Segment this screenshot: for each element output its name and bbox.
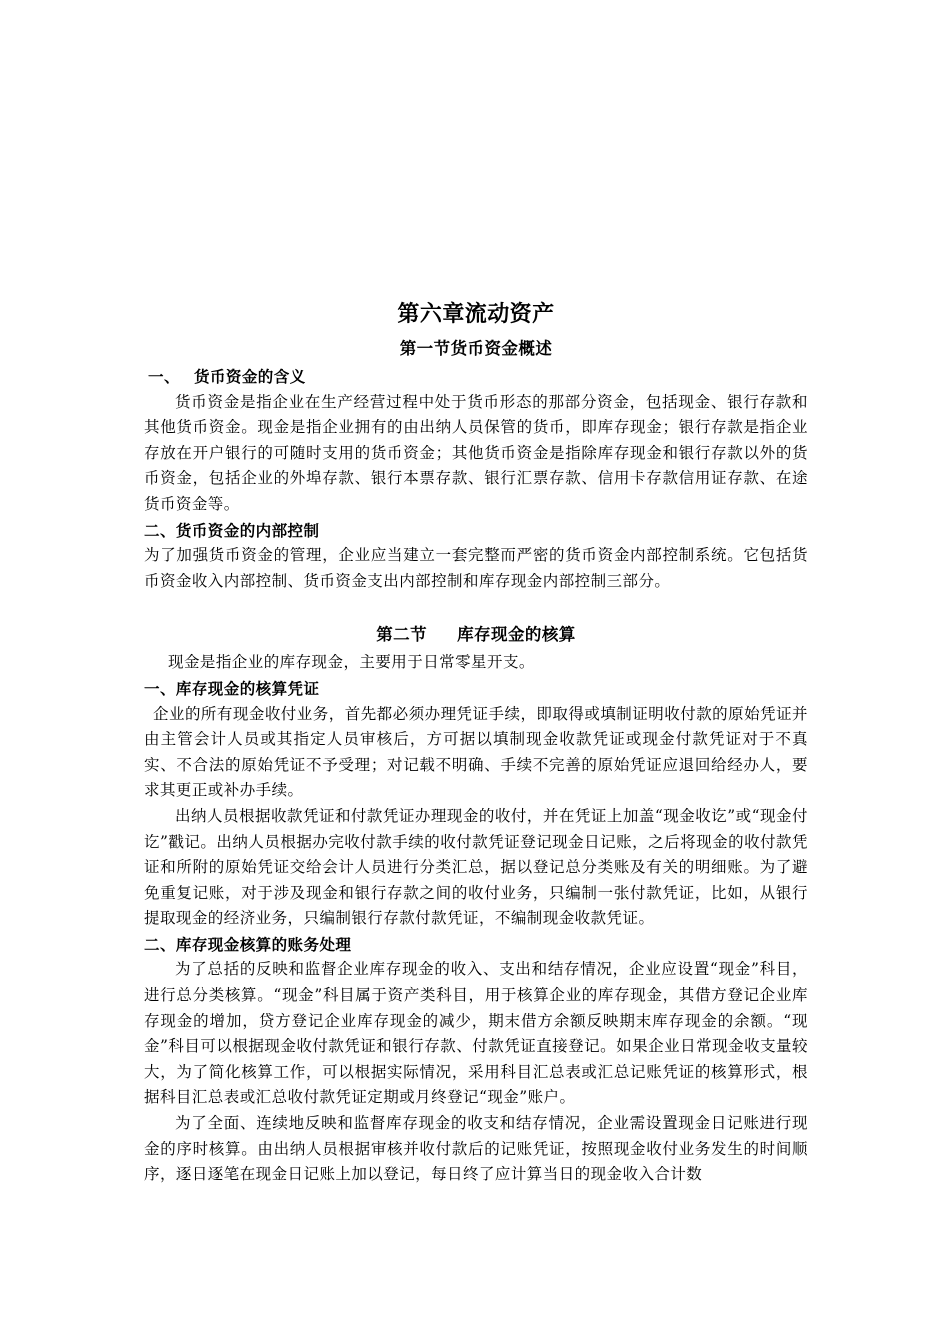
- section-2-title: [144, 620, 808, 650]
- section-1-title: 第一节货币资金概述: [399, 339, 553, 358]
- paragraph: 为了总括的反映和监督企业库存现金的收入、支出和结存情况，企业应设置“现金”科目，进行总分类核算。“现金”科目属于资产类科目，用于核算企业的库存现金，其借方登记企业库存现金的增加，贷方登记企业库存现金的减少，期末借方余额反映期末库存现金的余额。“现金”科目可以根据现金收付款凭证和银行存款、付款凭证直接登记。如果企业日常现金收支量较大，为了简化核算工作，可以根据实际情况，采用科目汇总表或汇总记账凭证的核算形式，根据科目汇总表或汇总收付款凭证定期或月终登记“现金”账户。: [144, 960, 808, 1107]
- paragraph: 出纳人员根据收款凭证和付款凭证办理现金的收付，并在凭证上加盖“现金收讫”或“现金付讫”戳记。出纳人员根据办完收付款手续的收付款凭证登记现金日记账，之后将现金的收付款凭证和所附的原始凭证交给会计人员进行分类汇总，据以登记总分类账及有关的明细账。为了避免重复记账，对于涉及现金和银行存款之间的收付业务，只编制一张付款凭证，比如，从银行提取现金的经济业务，只编制银行存款付款凭证，不编制现金收款凭证。: [144, 806, 808, 928]
- document-body: [144, 294, 808, 1188]
- section-2-name: 库存现金的核算: [457, 625, 576, 645]
- section-1-heading-1: [144, 364, 808, 390]
- section-1-heading-2: 二、货币资金的内部控制: [144, 520, 320, 540]
- paragraph: 企业的所有现金收付业务，首先都必须办理凭证手续，即取得或填制证明收付款的原始凭证并由主管会计人员或其指定人员审核后，方可据以填制现金收款凭证或现金付款凭证对于不真实、不合法的原始凭证不予受理；对记载不明确、手续不完善的原始凭证应退回给经办人，要求其更正或补办手续。: [144, 704, 808, 800]
- heading-text: 货币资金的含义: [194, 367, 306, 386]
- paragraph: 现金是指企业的库存现金，主要用于日常零星开支。: [168, 653, 535, 672]
- section-2-heading-1: 一、库存现金的核算凭证: [144, 678, 320, 698]
- section-2-heading-2: 二、库存现金核算的账务处理: [144, 934, 352, 954]
- paragraph: 为了全面、连续地反映和监督库存现金的收支和结存情况，企业需设置现金日记账进行现金的序时核算。由出纳人员根据审核并收付款后的记账凭证，按照现金收付业务发生的时间顺序，逐日逐笔在现金日记账上加以登记，每日终了应计算当日的现金收入合计数: [144, 1114, 808, 1184]
- chapter-title: 第六章流动资产: [397, 301, 555, 327]
- section-2-number: 第二节: [376, 625, 428, 645]
- paragraph: 货币资金是指企业在生产经营过程中处于货币形态的那部分资金，包括现金、银行存款和其他货币资金。现金是指企业拥有的由出纳人员保管的货币，即库存现金；银行存款是指企业存放在开户银行的可随时支用的货币资金；其他货币资金是指除库存现金和银行存款以外的货币资金，包括企业的外埠存款、银行本票存款、银行汇票存款、信用卡存款信用证存款、在途货币资金等。: [144, 392, 808, 513]
- heading-number: 一、: [148, 367, 180, 386]
- paragraph: 为了加强货币资金的管理，企业应当建立一套完整而严密的货币资金内部控制系统。它包括货币资金收入内部控制、货币资金支出内部控制和库存现金内部控制三部分。: [144, 546, 808, 590]
